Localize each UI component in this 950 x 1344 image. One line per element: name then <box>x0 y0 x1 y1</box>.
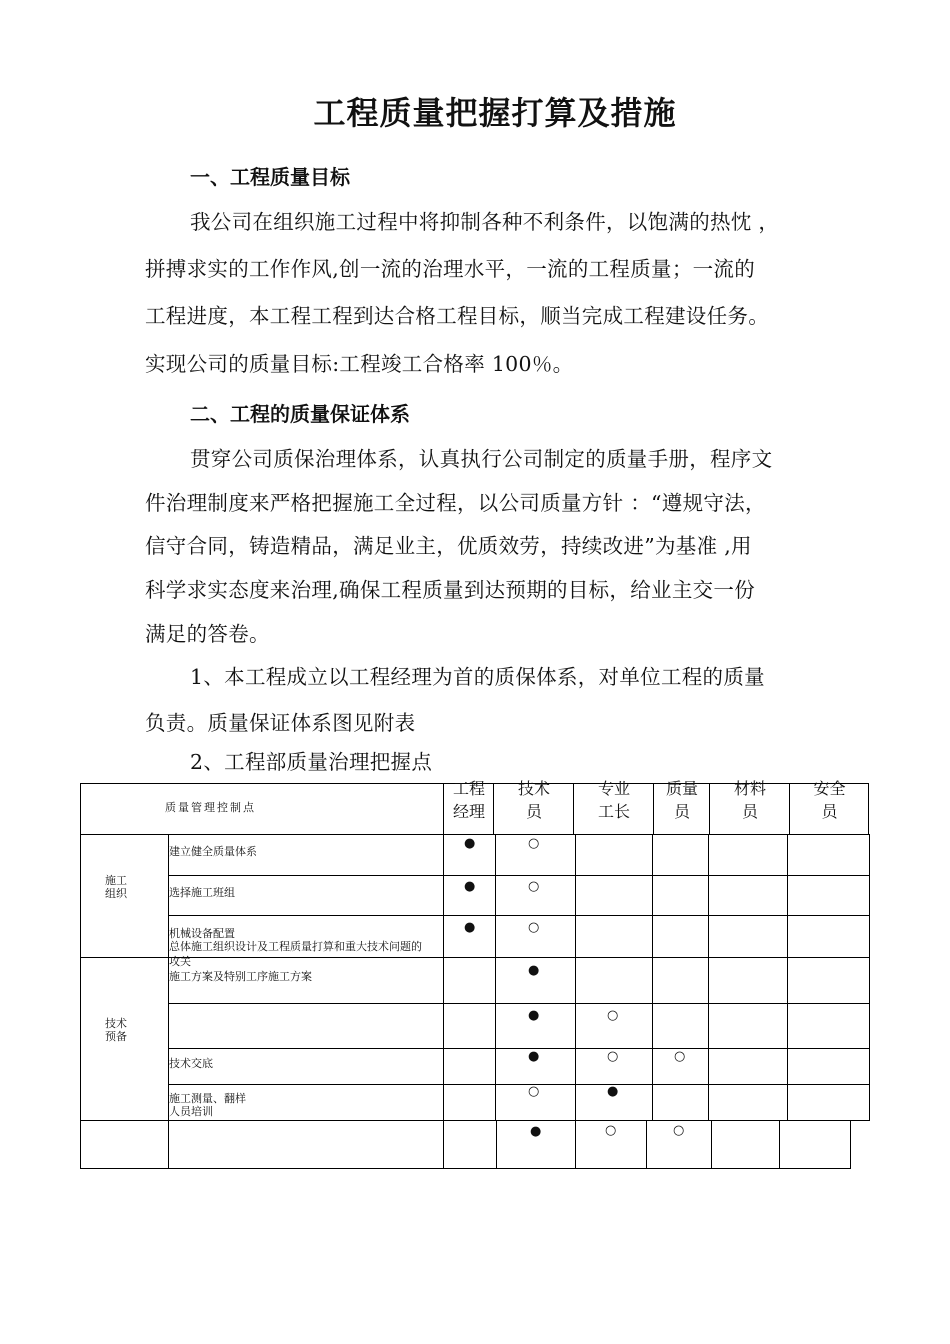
mark-r7-foreman <box>607 1085 618 1099</box>
section-2-line-4: 科学求实态度来治理,确保工程质量到达预期的目标，给业主交一份 <box>145 578 756 602</box>
row-label-quality-system: 建立健全质量体系 <box>169 845 257 858</box>
mark-r7-tech <box>528 1085 539 1099</box>
mark-r6-quality <box>674 1050 685 1064</box>
mark-r4-tech <box>528 964 539 978</box>
mark-r6-foreman <box>607 1050 618 1064</box>
column-header-foreman: 专业 工长 <box>597 779 630 821</box>
row-label-survey: 施工测量、翻样 <box>169 1092 246 1105</box>
section-2-line-5: 满足的答卷。 <box>145 622 270 646</box>
mark-r6-tech <box>528 1050 539 1064</box>
row-label-select-teams: 选择施工班组 <box>169 886 235 899</box>
mark-r1-pm <box>464 837 475 851</box>
item-1-line-2: 负责。质量保证体系图见附表 <box>145 711 416 735</box>
row-label-tackle-problems: 攻关 <box>169 955 191 968</box>
row-label-overall-design: 总体施工组织设计及工程质量打算和重大技术问题的 <box>169 940 422 953</box>
section-1-line-2: 拼搏求实的工作作风,创一流的治理水平，一流的工程质量；一流的 <box>145 257 756 281</box>
page-title: 工程质量把握打算及措施 <box>313 94 677 132</box>
column-header-safety-officer: 安全 员 <box>813 779 846 821</box>
mark-r8-foreman <box>605 1124 616 1138</box>
mark-r3-tech <box>528 921 539 935</box>
section-2-line-1: 贯穿公司质保治理体系，认真执行公司制定的质量手册，程序文 <box>190 447 773 471</box>
mark-r3-pm <box>464 921 475 935</box>
item-1-line-1: 1、本工程成立以工程经理为首的质保体系，对单位工程的质量 <box>190 665 765 689</box>
mark-r8-tech <box>530 1125 541 1139</box>
item-2-heading: 2、工程部质量治理把握点 <box>190 750 433 774</box>
quality-control-table <box>80 779 870 1169</box>
section-2-heading: 二、工程的质量保证体系 <box>190 402 410 426</box>
row-label-construction-plan: 施工方案及特别工序施工方案 <box>169 970 312 983</box>
row-label-training: 人员培训 <box>169 1105 213 1118</box>
section-1-heading: 一、工程质量目标 <box>190 165 350 189</box>
row-label-equipment: 机械设备配置 <box>169 927 235 940</box>
section-2-line-3: 信守合同，铸造精品，满足业主，优质效劳，持续改进”为基准 ,用 <box>145 534 752 558</box>
mark-r2-pm <box>464 880 475 894</box>
mark-r5-tech <box>528 1009 539 1023</box>
row-label-technical-briefing: 技术交底 <box>169 1057 213 1070</box>
corner-label: 质量管理控制点 <box>165 801 256 814</box>
section-1-line-1: 我公司在组织施工过程中将抑制各种不利条件，以饱满的热忱 ， <box>190 210 780 234</box>
section-1-line-3: 工程进度，本工程工程到达合格工程目标，顺当完成工程建设任务。 <box>145 304 769 328</box>
column-header-materials-officer: 材料 员 <box>733 779 766 821</box>
mark-r8-quality <box>673 1124 684 1138</box>
column-header-project-manager: 工程 经理 <box>452 779 485 821</box>
section-1-line-4: 实现公司的质量目标:工程竣工合格率 100％。 <box>145 352 574 376</box>
column-header-quality-officer: 质量 员 <box>665 779 698 821</box>
section-2-line-2: 件治理制度来严格把握施工全过程，以公司质量方针 ：“遵规守法， <box>145 491 766 515</box>
mark-r5-foreman <box>607 1009 618 1023</box>
column-header-technician: 技术 员 <box>517 779 550 821</box>
mark-r1-tech <box>528 837 539 851</box>
group-label-construction-organization: 施工 组织 <box>105 874 127 900</box>
mark-r2-tech <box>528 880 539 894</box>
group-label-technical-preparation: 技术 预备 <box>105 1017 127 1043</box>
